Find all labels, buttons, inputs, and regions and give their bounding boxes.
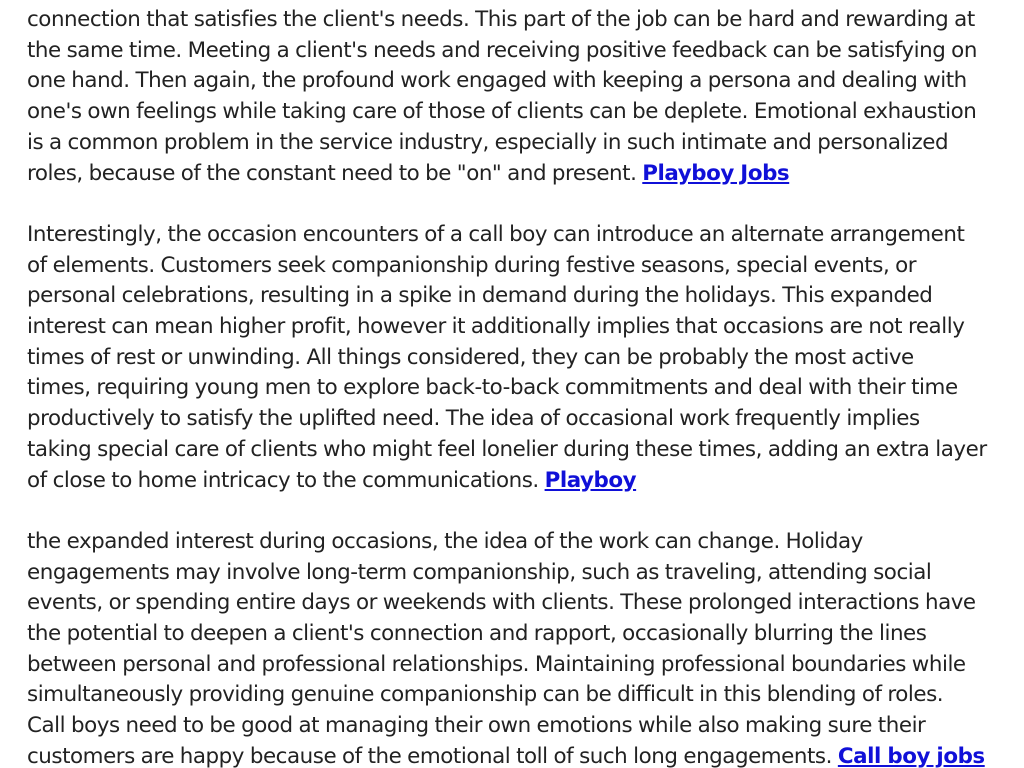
text-line: the potential to deepen a client's connection and rapport, occasionally blurring the lines xyxy=(27,621,927,647)
paragraph-2 xyxy=(27,220,1002,496)
text-line: of elements. Customers seek companionship during festive seasons, special events, or xyxy=(27,252,917,278)
text-line: Call boys need to be good at managing their own emotions while also making sure their xyxy=(27,713,926,739)
text-line-with-link xyxy=(27,159,1002,190)
text-line: customers are happy because of the emotional toll of such long engagements. xyxy=(27,743,838,768)
text-line: engagements may involve long-term companionship, such as traveling, attending social xyxy=(27,559,932,585)
text-line: roles, because of the constant need to be "on" and present. xyxy=(27,160,643,186)
text-line: the same time. Meeting a client's needs and receiving positive feedback can be satisfying on xyxy=(27,37,977,63)
text-line: events, or spending entire days or weekends with clients. These prolonged interactions have xyxy=(27,590,976,616)
document-body xyxy=(27,5,1002,768)
text-line: taking special care of clients who might feel lonelier during these times, adding an extra layer xyxy=(27,436,987,462)
paragraph-1 xyxy=(27,5,1002,189)
text-line: one hand. Then again, the profound work engaged with keeping a persona and dealing with xyxy=(27,68,967,94)
text-line: interest can mean higher profit, however it additionally implies that occasions are not really xyxy=(27,314,965,340)
text-line: is a common problem in the service industry, especially in such intimate and personalized xyxy=(27,129,949,155)
text-line: personal celebrations, resulting in a spike in demand during the holidays. This expanded xyxy=(27,283,933,309)
text-line: the expanded interest during occasions, the idea of the work can change. Holiday xyxy=(27,528,863,554)
text-line: simultaneously providing genuine companionship can be difficult in this blending of roles. xyxy=(27,682,944,708)
text-line: times, requiring young men to explore back-to-back commitments and deal with their time xyxy=(27,375,958,401)
text-line: connection that satisfies the client's needs. This part of the job can be hard and rewarding at xyxy=(27,7,975,32)
playboy-jobs-link[interactable]: Playboy Jobs xyxy=(642,160,790,186)
playboy-link[interactable]: Playboy xyxy=(544,467,637,493)
text-line: of close to home intricacy to the communications. xyxy=(27,467,545,493)
text-line-with-link xyxy=(27,742,1002,768)
text-line: between personal and professional relationships. Maintaining professional boundaries while xyxy=(27,651,966,677)
text-line: productively to satisfy the uplifted need. The idea of occasional work frequently implies xyxy=(27,406,920,432)
paragraph-3 xyxy=(27,527,1002,768)
call-boy-jobs-link[interactable]: Call boy jobs xyxy=(837,743,985,768)
text-line: times of rest or unwinding. All things considered, they can be probably the most active xyxy=(27,344,914,370)
text-line: Interestingly, the occasion encounters of a call boy can introduce an alternate arrangement xyxy=(27,221,965,247)
text-line-with-link xyxy=(27,466,1002,497)
text-line: one's own feelings while taking care of those of clients can be deplete. Emotional exhaustion xyxy=(27,99,977,125)
